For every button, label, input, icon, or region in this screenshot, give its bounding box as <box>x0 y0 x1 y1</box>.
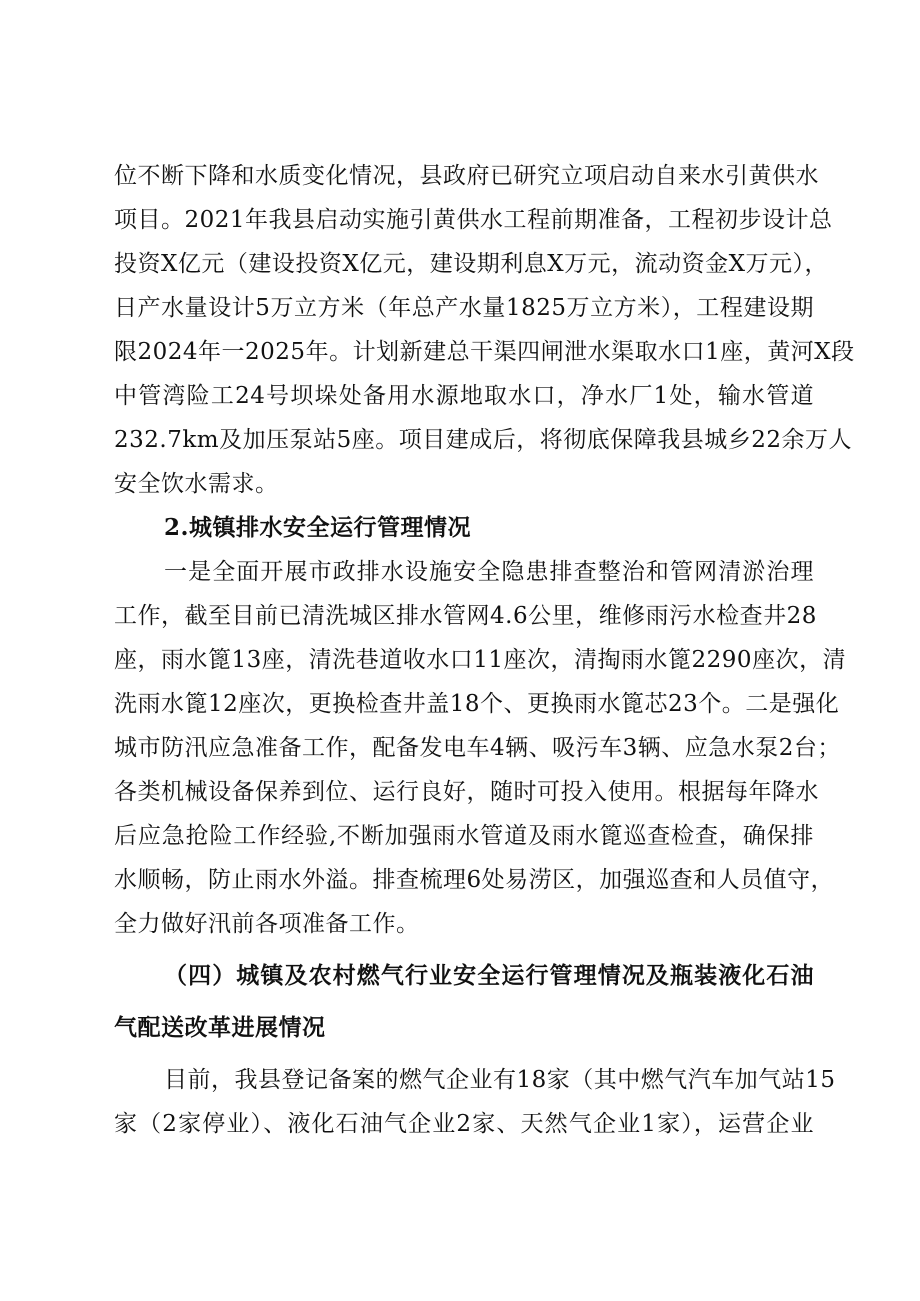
paragraph-line: 项目。2021年我县启动实施引黄供水工程前期准备，工程初步设计总 <box>114 207 833 233</box>
paragraph-line: 232.7km及加压泵站5座。项目建成后，将彻底保障我县城乡22余万人 <box>114 427 852 453</box>
paragraph-line: 水顺畅，防止雨水外溢。排查梳理6处易涝区，加强巡查和人员值守， <box>114 867 835 893</box>
section-heading: （四）城镇及农村燃气行业安全运行管理情况及瓶装液化石油 <box>164 962 814 989</box>
paragraph-line: 座，雨水篦13座，清洗巷道收水口11座次，清掏雨水篦2290座次，清 <box>114 647 847 673</box>
paragraph-line: 各类机械设备保养到位、运行良好，随时可投入使用。根据每年降水 <box>114 779 819 805</box>
paragraph-line: 后应急抢险工作经验,不断加强雨水管道及雨水篦巡查检查，确保排 <box>114 823 814 849</box>
paragraph-line: 日产水量设计5万立方米（年总产水量1825万立方米），工程建设期 <box>114 295 814 321</box>
section-heading: 气配送改革进展情况 <box>114 1014 326 1041</box>
paragraph-line: 工作，截至目前已清洗城区排水管网4.6公里，维修雨污水检查井28 <box>114 603 817 629</box>
paragraph-line: 一是全面开展市政排水设施安全隐患排查整治和管网清淤治理 <box>164 559 814 585</box>
paragraph-line: 洗雨水篦12座次，更换检查井盖18个、更换雨水篦芯23个。二是强化 <box>114 691 840 717</box>
paragraph-line: 投资X亿元（建设投资X亿元，建设期利息X万元，流动资金X万元）， <box>114 251 828 277</box>
section-heading: 2.城镇排水安全运行管理情况 <box>164 514 472 541</box>
paragraph-line: 目前，我县登记备案的燃气企业有18家（其中燃气汽车加气站15 <box>164 1067 836 1093</box>
paragraph-line: 中管湾险工24号坝垛处备用水源地取水口，净水厂1处，输水管道 <box>114 383 814 409</box>
paragraph-line: 位不断下降和水质变化情况，县政府已研究立项启动自来水引黄供水 <box>114 163 819 189</box>
paragraph-line: 城市防汛应急准备工作，配备发电车4辆、吸污车3辆、应急水泵2台； <box>114 735 841 761</box>
paragraph-line: 限2024年一2025年。计划新建总干渠四闸泄水渠取水口1座，黄河X段 <box>114 339 855 365</box>
paragraph-line: 全力做好汛前各项准备工作。 <box>114 911 420 937</box>
paragraph-line: 家（2家停业）、液化石油气企业2家、天然气企业1家），运营企业 <box>114 1111 814 1137</box>
paragraph-line: 安全饮水需求。 <box>114 471 279 497</box>
